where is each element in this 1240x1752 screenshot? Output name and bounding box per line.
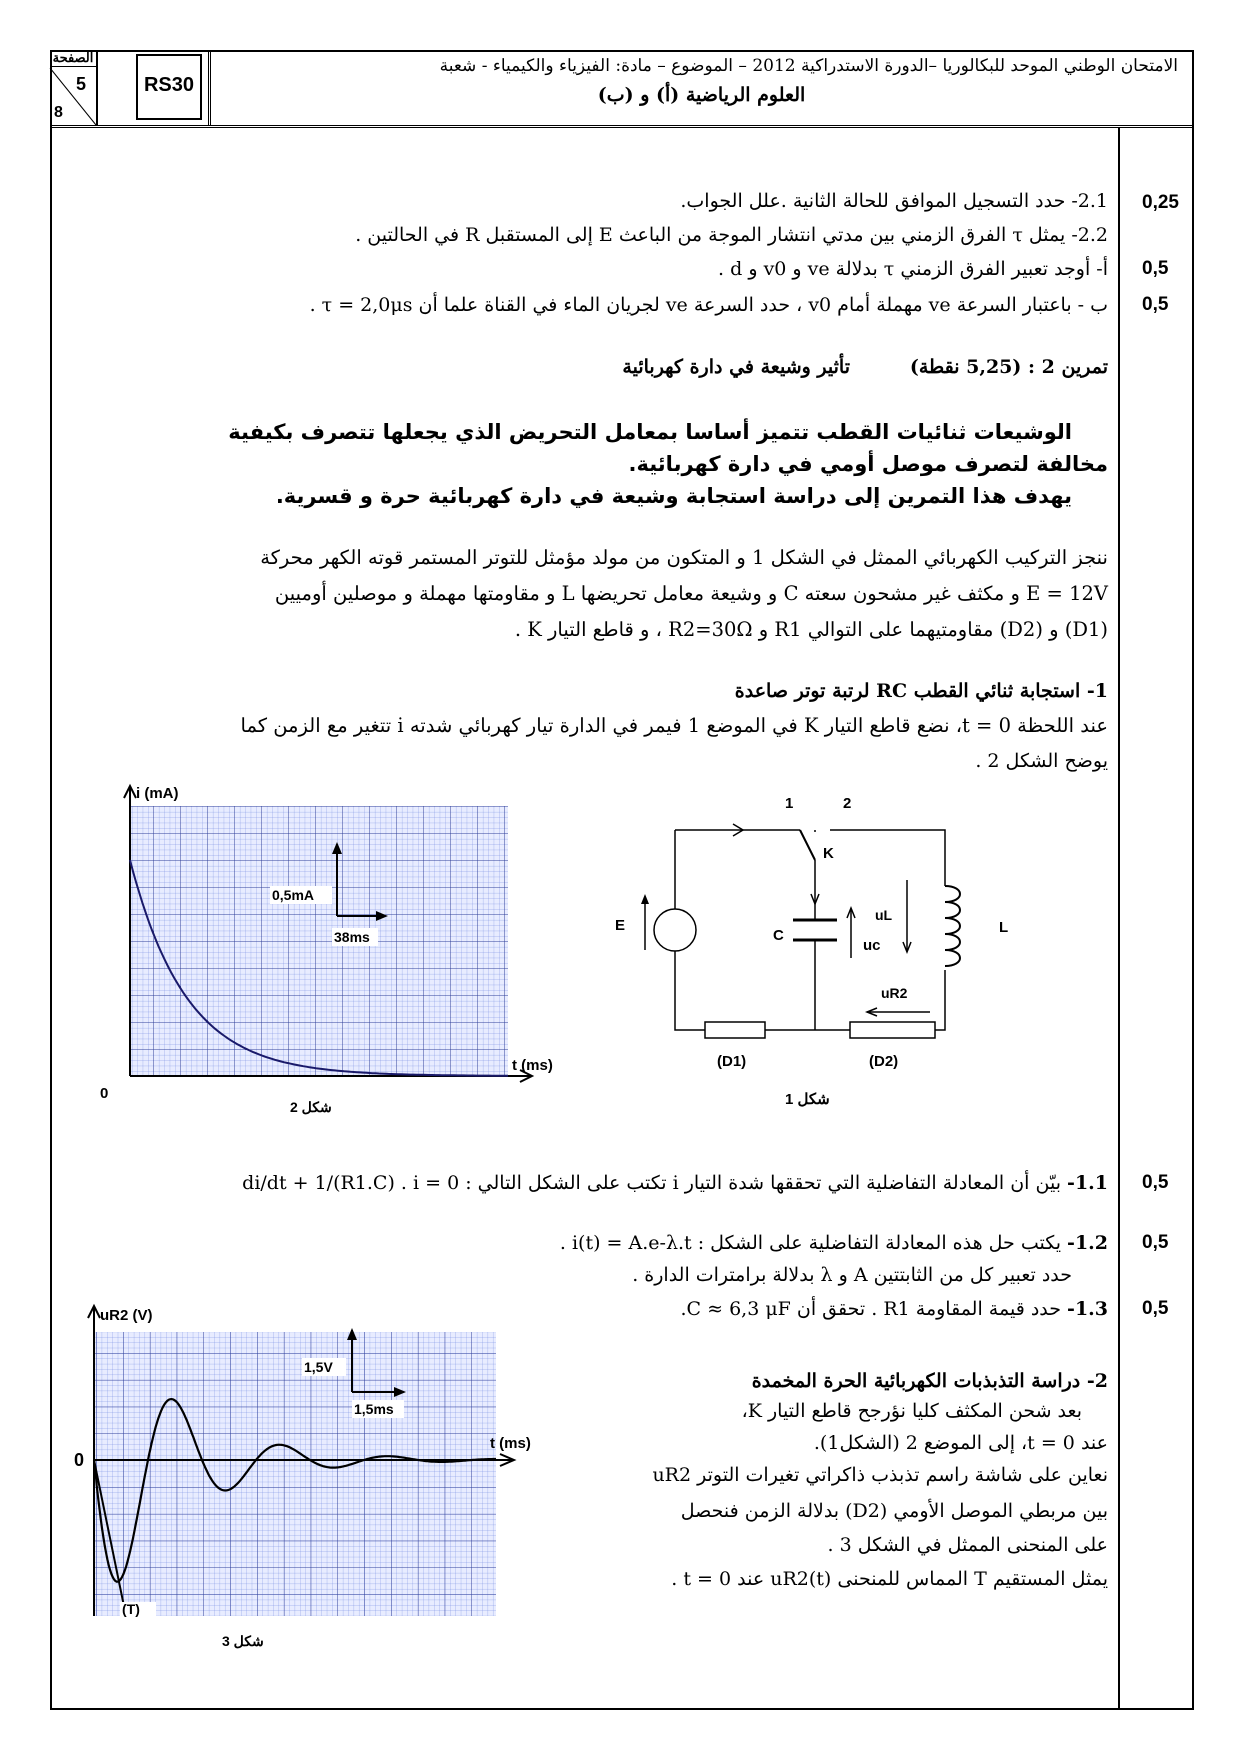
page-total: 8 [54, 104, 63, 121]
header-title-line1: الامتحان الوطني الموحد للبكالوريا –الدورة الاستدراكية 2012 – الموضوع – مادة: الفيزياء والكيمياء - شعبة [439, 56, 1178, 76]
part-2-text-6: يمثل المستقيم T المماس للمنحنى uR2(t) عند t = 0 . [671, 1568, 1108, 1590]
part-1-text-1: عند اللحظة t = 0، نضع قاطع التيار K في الموضع 1 فيمر في الدارة تيار كهربائي شدته i تتغير مع الزمن كما [240, 714, 1108, 737]
part-1-text-2: يوضح الشكل 2 . [975, 750, 1108, 772]
exam-code: RS30 [143, 74, 195, 96]
fig2-caption: شكل 2 [290, 1099, 332, 1115]
intro-line-1: الوشيعات ثنائيات القطب تتميز أساسا بمعامل التحريض الذي يجعلها تتصرف بكيفية [228, 420, 1072, 444]
question-2-1: 2.1- حدد التسجيل الموافق للحالة الثانية .علل الجواب. [680, 190, 1108, 212]
fig2-xlabel: t (ms) [512, 1057, 553, 1074]
question-1-1 [242, 1172, 1108, 1194]
part-2-title: 2- دراسة التذبذبات الكهربائية الحرة المخمدة [751, 1370, 1108, 1392]
points-q11: 0,5 [1142, 1172, 1169, 1193]
question-2-2: 2.2- يمثل τ الفرق الزمني بين مدتي انتشار الموجة من الباعث E إلى المستقبل R في الحالتين . [355, 224, 1108, 246]
resistor-d2-icon [850, 1022, 935, 1038]
page-num: 5 [76, 74, 87, 94]
fig2-scale-y: 0,5mA [272, 887, 315, 903]
intro-line-2: مخالفة لتصرف موصل أومي في دارة كهربائية. [628, 452, 1108, 476]
d2-label: (D2) [869, 1053, 899, 1070]
part-1-title: 1- استجابة ثنائي القطب RC لرتبة توتر صاعدة [734, 680, 1108, 702]
exercise-2-title: تمرين 2 : (5,25 نقطة) [909, 356, 1108, 378]
part-2-text-2: عند t = 0، إلى الموضع 2 (الشكل1). [813, 1432, 1108, 1454]
major-grid [94, 1332, 496, 1616]
question-1-2 [560, 1232, 1108, 1254]
q11-number: 1.1- [1067, 1172, 1108, 1194]
ul-label: uL [875, 907, 893, 923]
inductor-coil-icon [945, 886, 960, 966]
fig1-caption: شكل 1 [785, 1091, 830, 1108]
points-column-divider [1118, 128, 1120, 1710]
right-wire [935, 970, 945, 1030]
fig2-scale-x: 38ms [334, 929, 370, 945]
switch-pos-2: 2 [843, 795, 852, 812]
fig3-caption: شكل 3 [222, 1633, 264, 1649]
capacitor-label: C [773, 927, 784, 944]
title-box [208, 50, 1192, 125]
q11-equation: di/dt + 1/(R1.C) . i = 0 [242, 1172, 460, 1194]
question-2-2-a: أ- أوجد تعبير الفرق الزمني τ بدلالة ve و v0 و d . [718, 258, 1108, 280]
part-2-text-1: بعد شحن المكثف كليا نؤرجح قاطع التيار K، [741, 1400, 1082, 1422]
header-title-line2: العلوم الرياضية (أ) و (ب) [597, 84, 806, 106]
setup-line-1: ننجز التركيب الكهربائي الممثل في الشكل 1 و المتكون من مولد مؤمثل للتوتر المستمر قوته الكهر محركة [260, 546, 1108, 569]
fig3-scale-y: 1,5V [304, 1359, 333, 1375]
points-qa: 0,5 [1142, 258, 1169, 279]
exercise-2-subtitle: تأثير وشيعة في دارة كهربائية [622, 356, 850, 378]
code-box [136, 54, 202, 120]
switch-label: K [823, 845, 834, 862]
points-q13: 0,5 [1142, 1298, 1169, 1319]
q12-number: 1.2- [1067, 1232, 1108, 1254]
points-qb: 0,5 [1142, 294, 1169, 315]
intro-line-3: يهدف هذا التمرين إلى دراسة استجابة وشيعة في دارة كهربائية حرة و قسرية. [275, 484, 1072, 508]
points-q12: 0,5 [1142, 1232, 1169, 1253]
fig3-scale-x: 1,5ms [354, 1401, 394, 1417]
q11-text: بيّن أن المعادلة التفاضلية التي تحققها شدة التيار i تكتب على الشكل التالي : [465, 1172, 1061, 1194]
question-1-2-b: حدد تعبير كل من الثابتتين A و λ بدلالة برامترات الدارة . [632, 1264, 1072, 1286]
part-2-text-4: بين مربطي الموصل الأومي (D2) بدلالة الزمن فنحصل [680, 1500, 1108, 1522]
question-1-3 [680, 1298, 1108, 1320]
resistor-d1-icon [705, 1022, 765, 1038]
points-q21: 0,25 [1142, 192, 1179, 213]
fig3-xlabel: t (ms) [490, 1435, 531, 1452]
setup-line-2: E = 12V و مكثف غير مشحون سعته C و وشيعة معامل تحريضها L و مقاومتها مهملة و موصلين أوميين [274, 582, 1108, 605]
page-number-box [50, 50, 98, 125]
ur2-label: uR2 [881, 985, 908, 1001]
switch-blade [800, 830, 815, 860]
generator-icon [654, 909, 696, 951]
major-grid [130, 806, 508, 1076]
uc-label: uc [863, 937, 881, 954]
fig3-ylabel: uR2 (V) [100, 1307, 153, 1324]
q12-text: يكتب حل هذه المعادلة التفاضلية على الشكل : i(t) = A.e-λ.t . [559, 1232, 1061, 1254]
inductor-label: L [999, 919, 1009, 936]
fig3-tangent-label: (T) [122, 1601, 140, 1617]
d1-label: (D1) [717, 1053, 747, 1070]
switch-pos-1: 1 [785, 795, 794, 812]
exam-header [50, 50, 1194, 128]
setup-line-3: (D1) و (D2) مقاومتيهما على التوالي R1 و R2=30Ω ، و قاطع التيار K . [514, 618, 1108, 641]
fig2-ylabel: i (mA) [136, 785, 179, 802]
q13-text: حدد قيمة المقاومة R1 . تحقق أن C ≈ 6,3 μF. [680, 1298, 1061, 1320]
part-2-text-5: على المنحنى الممثل في الشكل 3 . [827, 1534, 1108, 1556]
generator-label: E [615, 917, 626, 934]
page-label: الصفحة [50, 50, 96, 67]
q13-number: 1.3- [1067, 1298, 1108, 1320]
fig3-origin: 0 [74, 1450, 85, 1470]
figure-2-chart [100, 780, 570, 1120]
question-2-2-b: ب - باعتبار السرعة ve مهملة أمام v0 ، حدد السرعة ve لجريان الماء في القناة علما أن τ = 2,0μs . [309, 294, 1108, 316]
part-2-text-3: نعاين على شاشة راسم تذبذب ذاكراتي تغيرات التوتر uR2 [652, 1464, 1108, 1486]
figure-1-circuit [615, 790, 1035, 1120]
top-right-wire [830, 830, 945, 886]
fig2-origin: 0 [100, 1085, 109, 1102]
figure-3-chart [70, 1300, 560, 1680]
